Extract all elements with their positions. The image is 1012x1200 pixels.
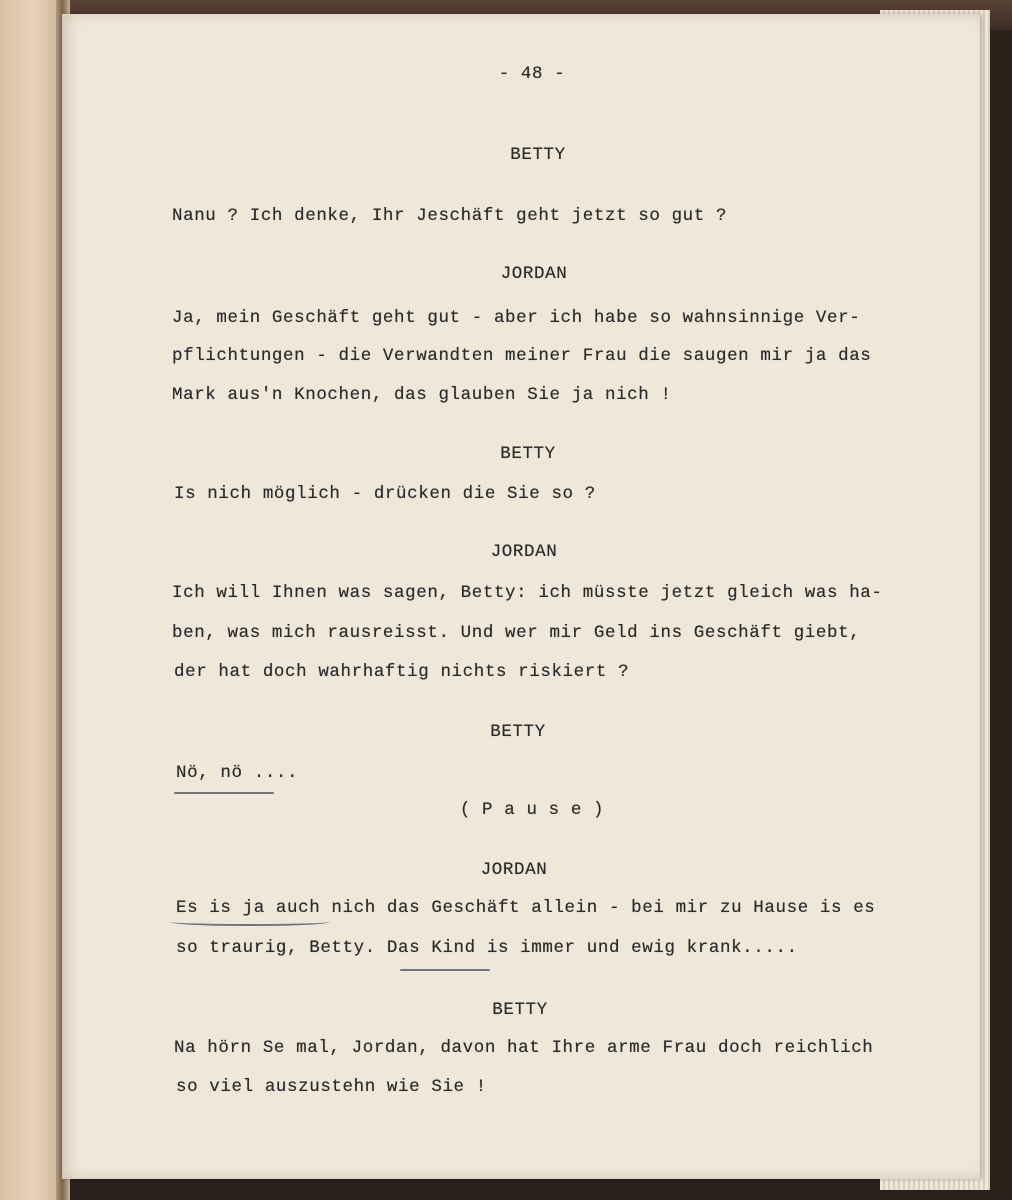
speaker-name: BETTY	[500, 444, 556, 464]
dialogue-line: Is nich möglich - drücken die Sie so ?	[174, 484, 596, 504]
speaker-name: JORDAN	[490, 542, 558, 562]
speaker-name: JORDAN	[480, 860, 548, 880]
pencil-underline	[174, 792, 274, 794]
dialogue-line: der hat doch wahrhaftig nichts riskiert ?	[174, 662, 630, 682]
page-number: - 48 -	[498, 64, 566, 84]
pencil-underline	[170, 918, 330, 926]
speaker-name: BETTY	[490, 722, 546, 742]
dialogue-line: so viel auszustehn wie Sie !	[176, 1077, 487, 1097]
pencil-underline	[400, 969, 490, 971]
speaker-name: BETTY	[492, 1000, 548, 1020]
dialogue-line: Nanu ? Ich denke, Ihr Jeschäft geht jetzt so gut ?	[172, 206, 728, 226]
stage-direction: ( P a u s e )	[459, 800, 605, 820]
speaker-name: BETTY	[510, 145, 566, 165]
dialogue-line: Ich will Ihnen was sagen, Betty: ich müsste jetzt gleich was ha-	[172, 583, 883, 603]
dialogue-line: Na hörn Se mal, Jordan, davon hat Ihre arme Frau doch reichlich	[174, 1038, 874, 1058]
dialogue-line: Mark aus'n Knochen, das glauben Sie ja nich !	[172, 385, 672, 405]
dialogue-line: ben, was mich rausreisst. Und wer mir Geld ins Geschäft giebt,	[172, 623, 861, 643]
typewritten-page	[62, 14, 980, 1179]
dialogue-line: Nö, nö ....	[176, 763, 299, 783]
dialogue-line: Es is ja auch nich das Geschäft allein - bei mir zu Hause is es	[176, 898, 876, 918]
dialogue-line: pflichtungen - die Verwandten meiner Frau die saugen mir ja das	[172, 346, 872, 366]
speaker-name: JORDAN	[500, 264, 568, 284]
dialogue-line: so traurig, Betty. Das Kind is immer und ewig krank.....	[176, 938, 798, 958]
dialogue-line: Ja, mein Geschäft geht gut - aber ich habe so wahnsinnige Ver-	[172, 308, 861, 328]
left-page-edge	[0, 0, 62, 1200]
